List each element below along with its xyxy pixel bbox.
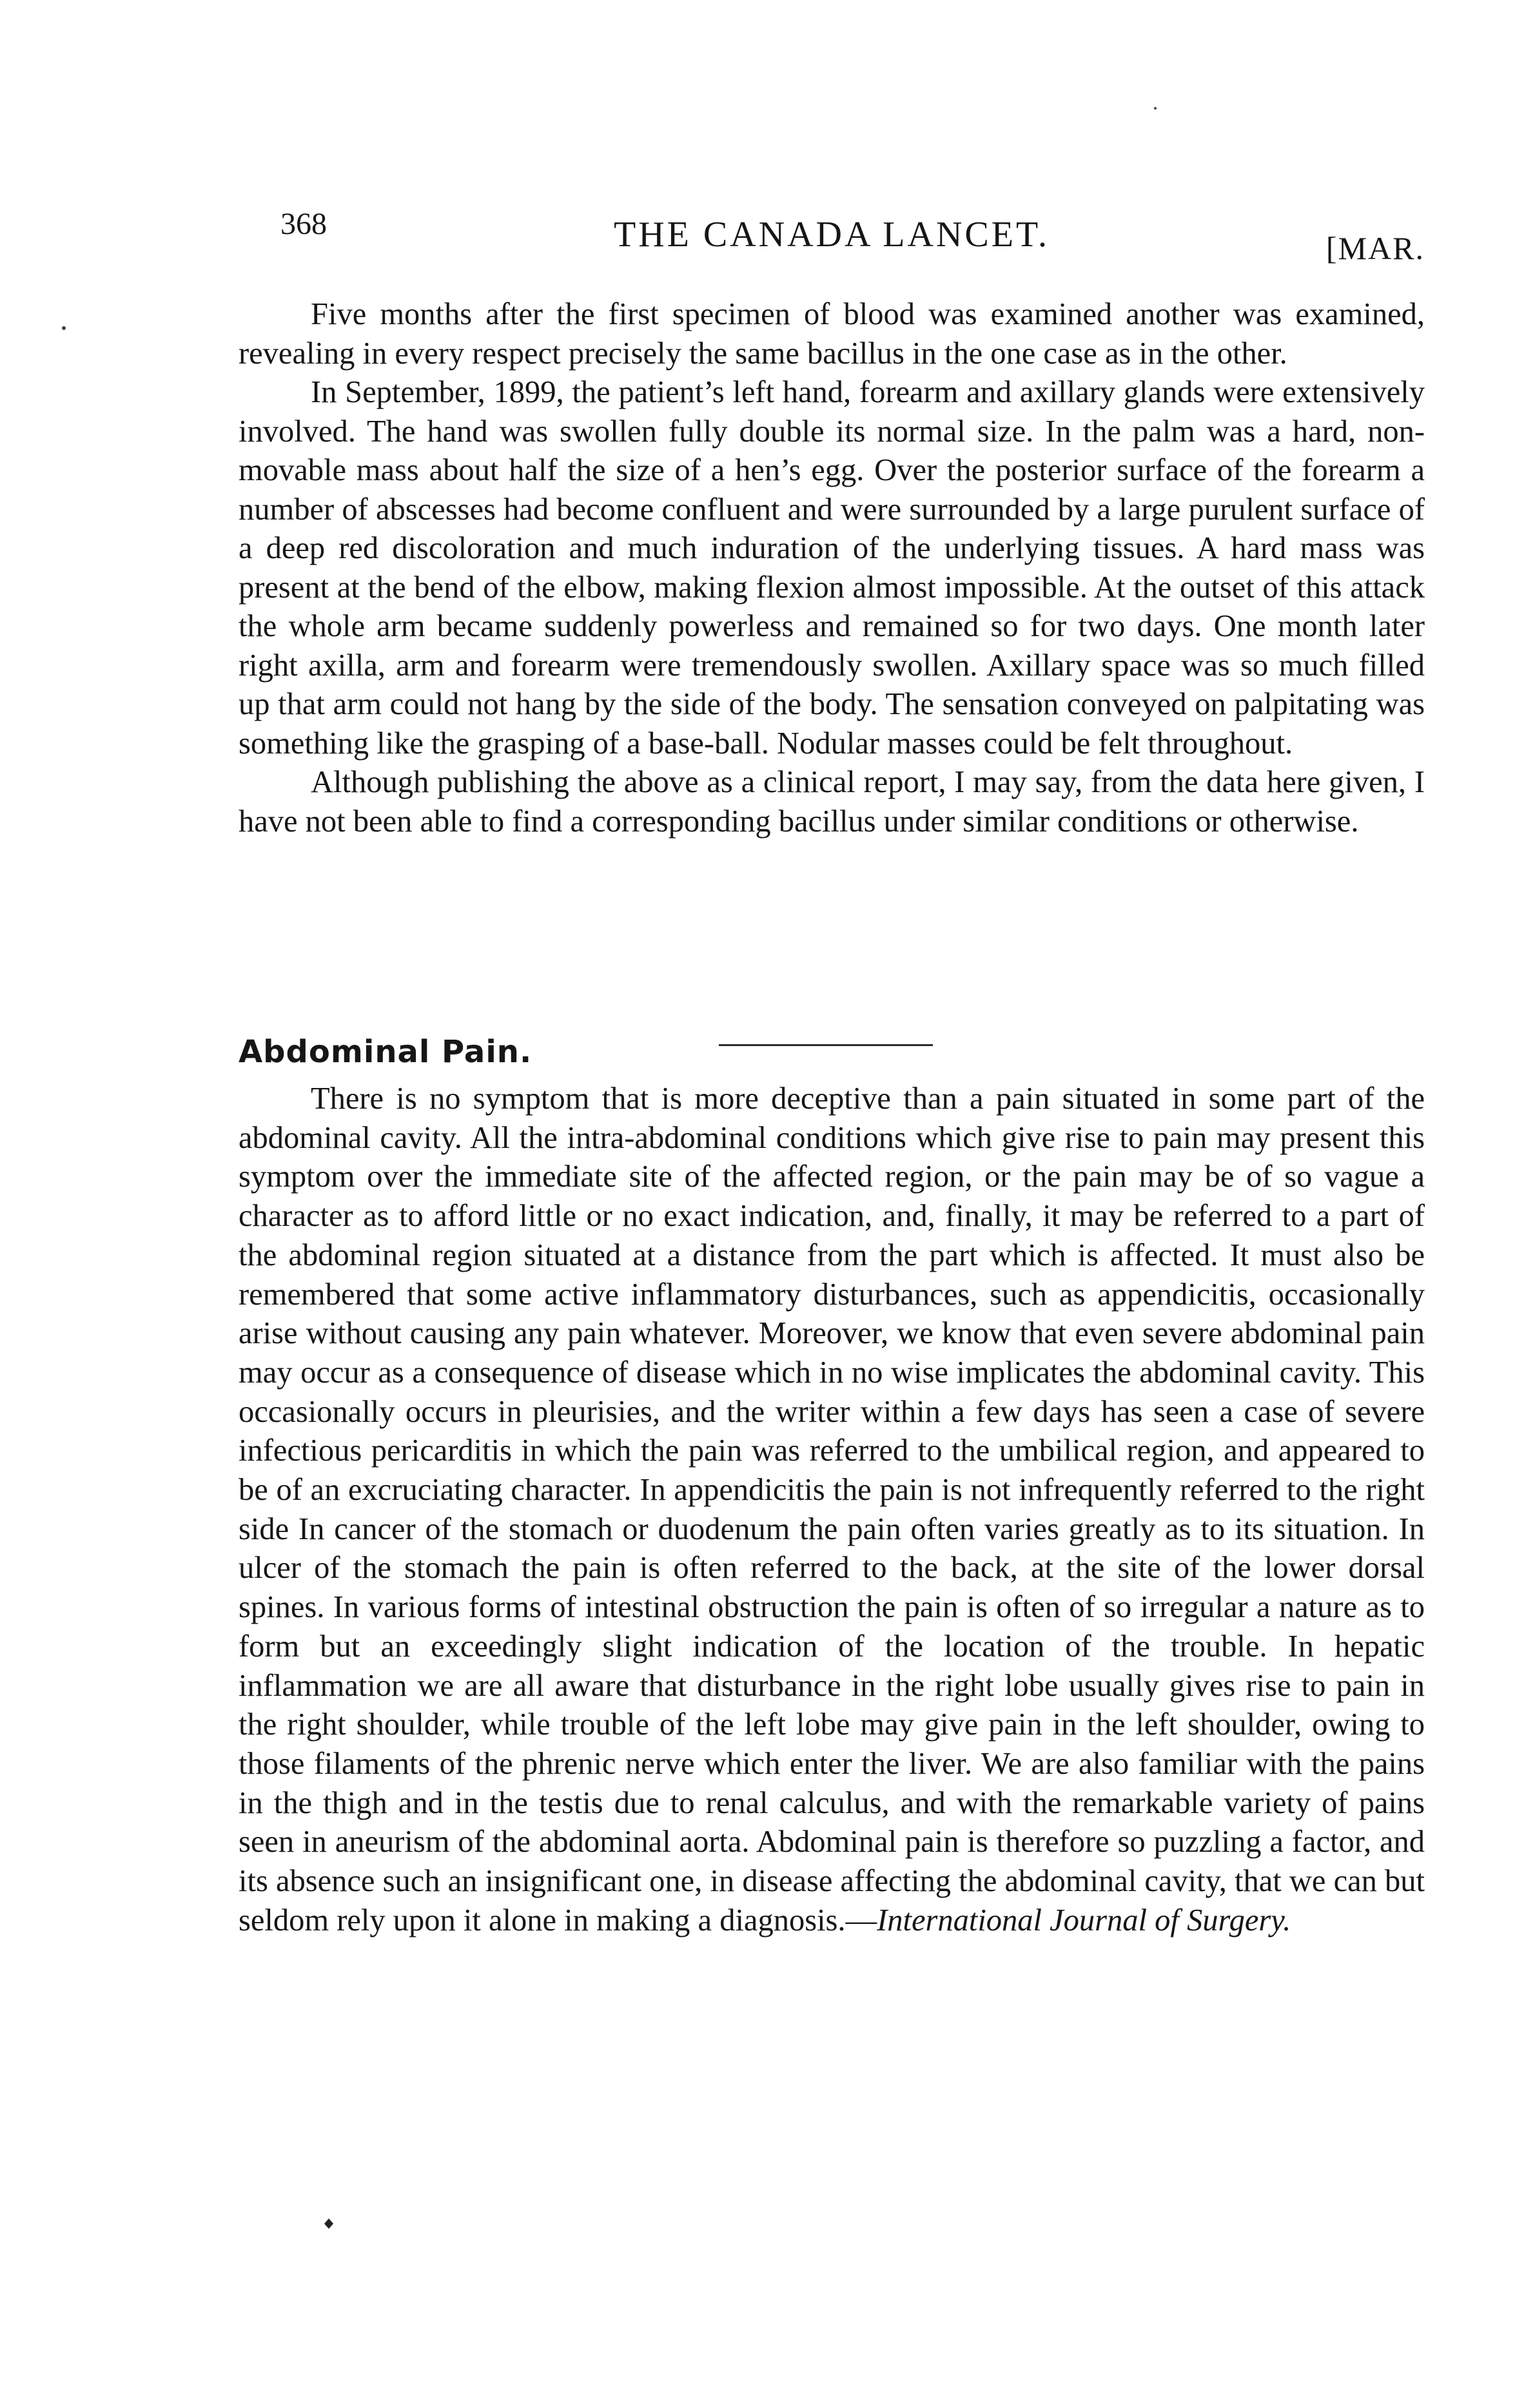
article-abdominal-pain <box>239 1080 1425 1940</box>
source-dash: — <box>845 1903 877 1937</box>
article-continuation <box>239 295 1425 841</box>
ornament-icon <box>322 2217 335 2230</box>
paragraph <box>239 1080 1425 1940</box>
section-divider <box>719 1044 933 1046</box>
section-mark: [MAR. <box>1325 230 1425 266</box>
paragraph-text: There is no symptom that is more deceptive than a pain situated in some part of the abdominal cavity. All the intra-abdominal conditions which give rise to pain may present this symptom over the immediate site of the affected region, or the pain may be of so vague a character as to afford little or no exact indication, and, finally, it may be referred to a part of the abdominal region situated at a distance from the part which is affected. It must also be remembered that some active inflammatory disturbances, such as appendicitis, occasionally arise without causing any pain whatever. Moreover, we know that even severe abdominal pain may occur as a consequence of disease which in no wise implicates the abdominal cavity. This occasionally occurs in pleurisies, and the writer within a few days has seen a case of severe infectious pericarditis in which the pain was referred to the umbilical region, and appeared to be of an excruciating character. In appendicitis the pain is not infrequently referred to the right side In cancer of the stomach or duodenum the pain often varies greatly as to its situation. In ulcer of the stomach the pain is often referred to the back, at the site of the lower dorsal spines. In various forms of intestinal obstruction the pain is often of so irregular a nature as to form but an exceedingly slight indication of the location of the trouble. In hepatic inflammation we are all aware that disturbance in the right lobe usually gives rise to pain in the right shoulder, while trouble of the left lobe may give pain in the left shoulder, owing to those filaments of the phrenic nerve which enter the liver. We are also familiar with the pains in the thigh and in the testis due to renal calculus, and with the remarkable variety of pains seen in aneurism of the abdominal aorta. Abdominal pain is therefore so puzzling a factor, and its absence such an insignificant one, in disease affecting the abdominal cavity, that we can but seldom rely upon it alone in making a diagnosis. <box>239 1082 1425 1937</box>
paragraph: Five months after the first specimen of blood was examined another was examined, revealing in every respect precisely the same bacillus in the one case as in the other. <box>239 297 1425 371</box>
stray-mark <box>1154 107 1157 110</box>
section-heading: Abdominal Pain. <box>239 1034 533 1070</box>
paragraph: In September, 1899, the patient’s left hand, forearm and axillary glands were extensively involved. The hand was swollen fully double its normal size. In the palm was a hard, non-movable mass about half the size of a hen’s egg. Over the posterior surface of the forearm a number of abscesses had become confluent and were surrounded by a large purulent surface of a deep red discoloration and much induration of the underlying tissues. A hard mass was present at the bend of the elbow, making flexion almost impossible. At the outset of this attack the whole arm became suddenly powerless and remained so for two days. One month later right axilla, arm and forearm were tremendously swollen. Axillary space was so much filled up that arm could not hang by the side of the body. The sensation conveyed on palpitating was something like the grasping of a base-ball. Nodular masses could be felt throughout. <box>239 375 1425 761</box>
source-citation: International Journal of Surgery. <box>877 1903 1291 1937</box>
paragraph: Although publishing the above as a clinical report, I may say, from the data here given, I have not been able to find a corresponding bacillus under similar conditions or otherwise. <box>239 765 1425 839</box>
page-header <box>239 206 1425 264</box>
running-title: THE CANADA LANCET. <box>613 215 1050 255</box>
page-number: 368 <box>280 207 327 241</box>
stray-mark <box>62 326 66 330</box>
